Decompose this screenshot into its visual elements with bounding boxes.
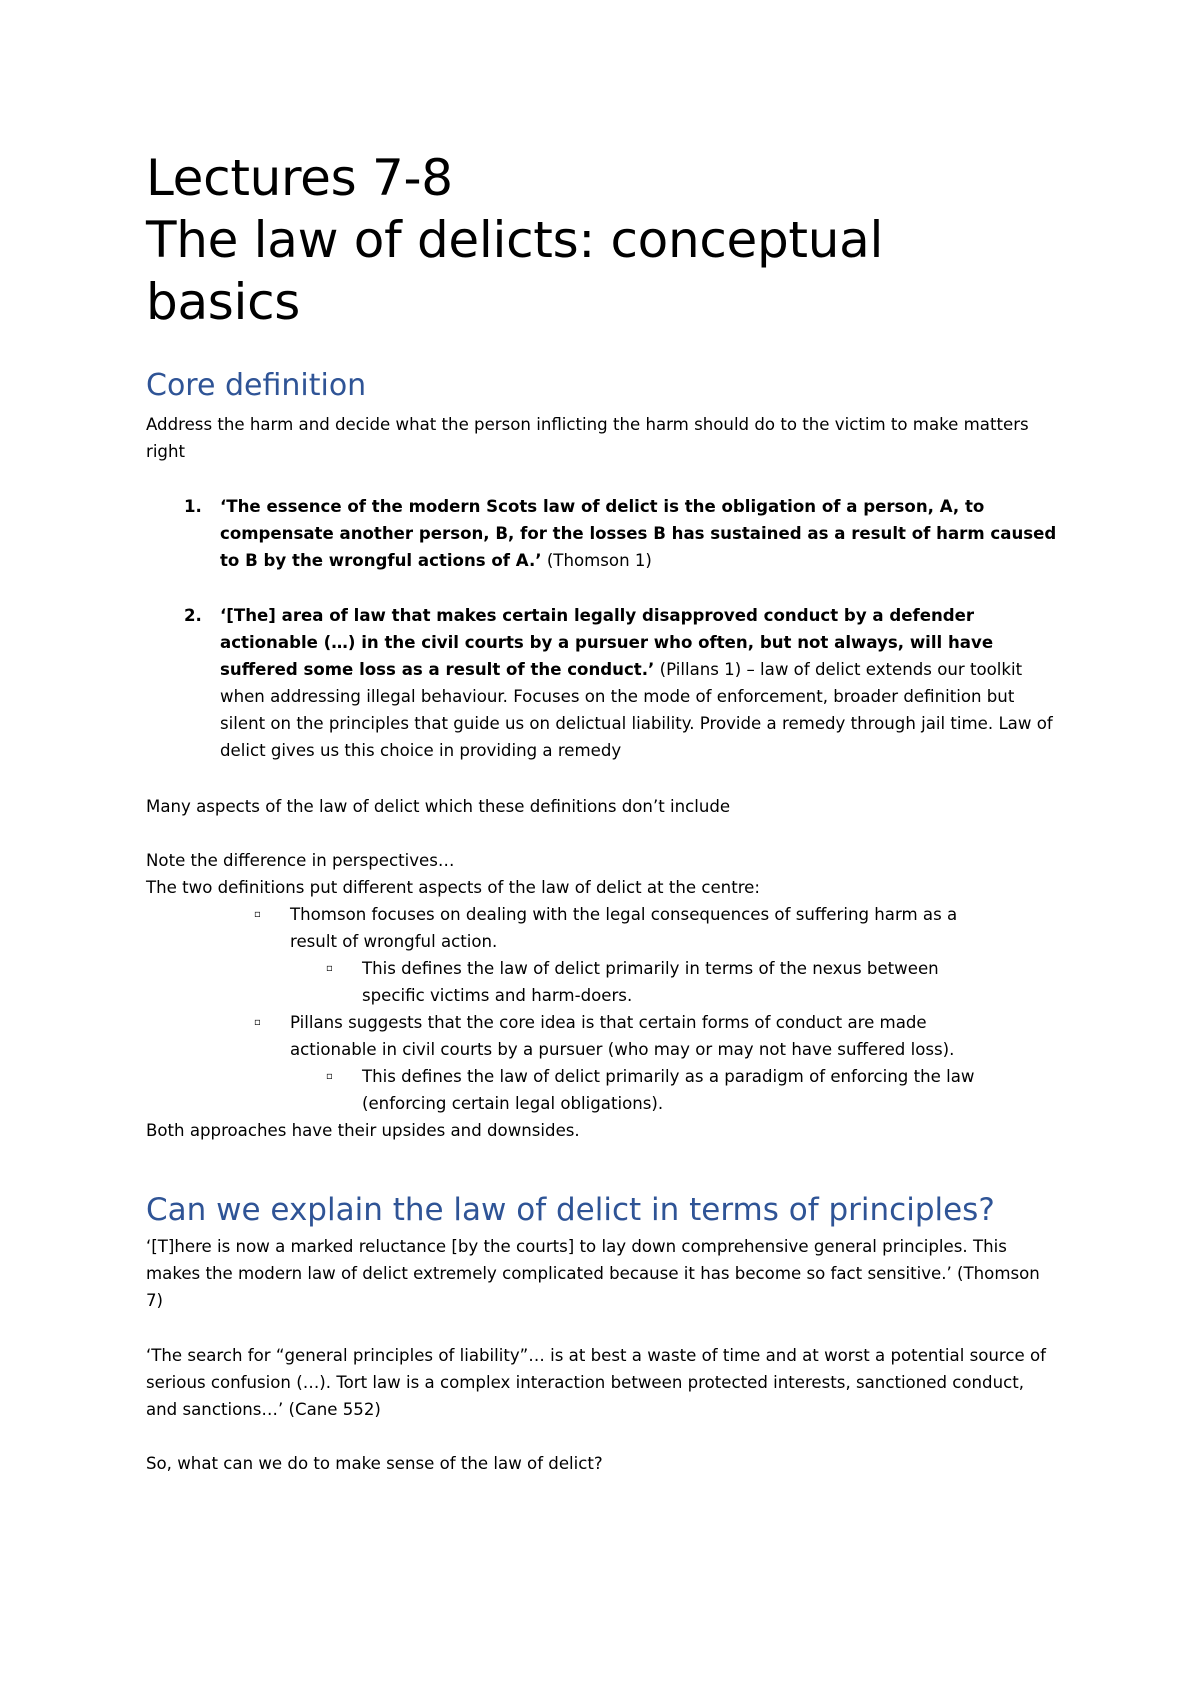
bullet-thomson [146, 901, 1066, 955]
bullet-icon: ▫ [254, 909, 261, 920]
bullet-pillans [146, 1009, 1066, 1063]
thomson-quote-paragraph: ‘[T]here is now a marked reluctance [by the courts] to lay down comprehensive general principles. This makes the modern law of delict extremely complicated because it has become so fact sensitive.’ (Thomson 7) [146, 1237, 1040, 1310]
bullet-thomson-text: Thomson focuses on dealing with the legal consequences of suffering harm as a result of wrongful action. [290, 905, 958, 951]
title-line-3: basics [146, 273, 301, 331]
sub-bullet-thomson [146, 955, 1066, 1009]
bullet-icon: ▫ [326, 1071, 333, 1082]
sub-bullet-pillans [146, 1063, 1066, 1117]
many-aspects-paragraph: Many aspects of the law of delict which these definitions don’t include [146, 797, 731, 816]
bullet-icon: ▫ [326, 963, 333, 974]
closing-question-paragraph: So, what can we do to make sense of the law of delict? [146, 1454, 603, 1473]
definition-1-citation: (Thomson 1) [541, 551, 652, 570]
sub-bullet-pillans-text: This defines the law of delict primarily as a paradigm of enforcing the law (enforcing certain legal obligations). [362, 1067, 975, 1113]
definition-2-quote: ‘[The] area of law that makes certain legally disapproved conduct by a defender actionable (…) in the civil courts by a pursuer who often, but not always, will have suffered some loss as a result of the conduct.’ [220, 606, 994, 679]
title-line-1: Lectures 7-8 [146, 149, 453, 207]
page-title [146, 147, 1066, 333]
definition-2-text [220, 602, 1060, 764]
definition-item-2 [146, 602, 1066, 764]
definition-1-quote: ‘The essence of the modern Scots law of delict is the obligation of a person, A, to compensate another person, B, for the losses B has sustained as a result of harm caused to B by the wrongful actions of A.’ [220, 497, 1057, 570]
bullet-pillans-text: Pillans suggests that the core idea is that certain forms of conduct are made actionable in civil courts by a pursuer (who may or may not have suffered loss). [290, 1013, 955, 1059]
sub-bullet-thomson-text: This defines the law of delict primarily in terms of the nexus between specific victims and harm-doers. [362, 959, 939, 1005]
bullet-icon: ▫ [254, 1017, 261, 1028]
both-approaches-paragraph: Both approaches have their upsides and downsides. [146, 1121, 580, 1140]
definition-1-text [220, 493, 1060, 574]
core-intro-paragraph: Address the harm and decide what the person inflicting the harm should do to the victim to make matters right [146, 415, 1029, 461]
list-number-2: 2. [184, 606, 202, 625]
list-number-1: 1. [184, 497, 202, 516]
title-line-2: The law of delicts: conceptual [146, 211, 884, 269]
heading-core-definition: Core definition [146, 368, 367, 403]
heading-principles: Can we explain the law of delict in terms of principles? [146, 1192, 995, 1228]
note-difference-paragraph: Note the difference in perspectives… [146, 851, 455, 870]
definition-2-commentary: (Pillans 1) – law of delict extends our toolkit when addressing illegal behaviour. Focuses on the mode of enforcement, broader definition but silent on the principles that guide us on delictual liability. Provide a remedy through jail time. Law of delict gives us this choice in providing a remedy [220, 660, 1053, 760]
two-definitions-paragraph: The two definitions put different aspects of the law of delict at the centre: [146, 878, 760, 897]
definition-item-1 [146, 493, 1066, 575]
cane-quote-paragraph: ‘The search for “general principles of liability”… is at best a waste of time and at worst a potential source of serious confusion (…). Tort law is a complex interaction between protected interests, sanctioned conduct, and sanctions…’ (Cane 552) [146, 1346, 1046, 1419]
